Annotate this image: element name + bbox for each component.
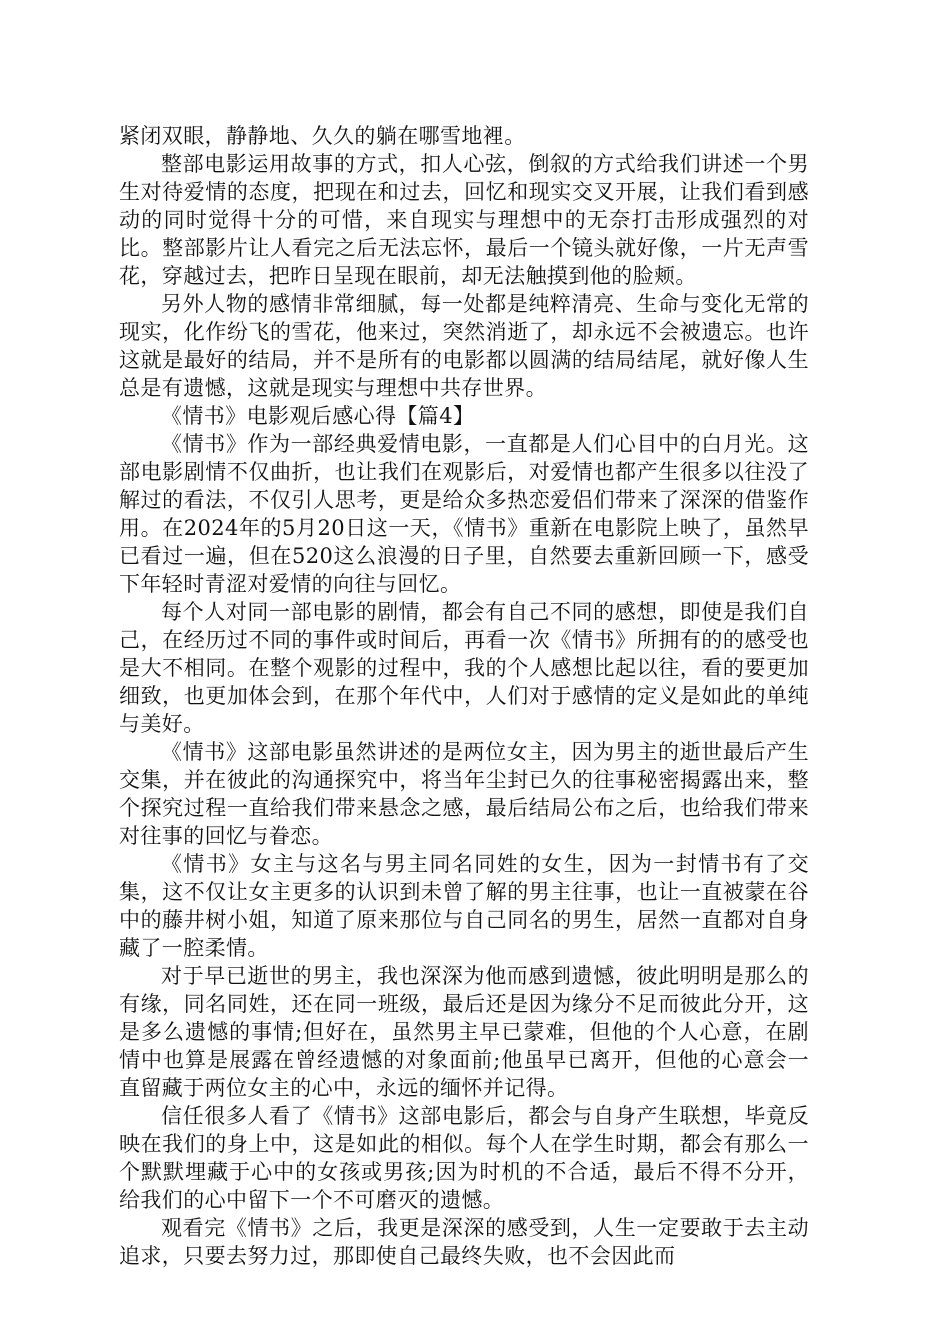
paragraph: 对于早已逝世的男主，我也深深为他而感到遗憾，彼此明明是那么的有缘，同名同姓，还在同一班级，最后还是因为缘分不足而彼此分开，这是多么遗憾的事情;但好在，虽然男主早已蒙难，但他的个人心意，在剧情中也算是展露在曾经遗憾的对象面前;他虽早已离开，但他的心意会一直留藏于两位女主的心中，永远的缅怀并记得。 bbox=[119, 964, 809, 1100]
paragraph: 每个人对同一部电影的剧情，都会有自己不同的感想，即使是我们自己，在经历过不同的事件或时间后，再看一次《情书》所拥有的的感受也是大不相同。在整个观影的过程中，我的个人感想比起以往，看的要更加细致，也更加体会到，在那个年代中，人们对于感情的定义是如此的单纯与美好。 bbox=[119, 600, 809, 736]
paragraph: 整部电影运用故事的方式，扣人心弦，倒叙的方式给我们讲述一个男生对待爱情的态度，把现在和过去，回忆和现实交叉开展，让我们看到感动的同时觉得十分的可惜，来自现实与理想中的无奈打击形成强烈的对比。整部影片让人看完之后无法忘怀，最后一个镜头就好像，一片无声雪花，穿越过去，把昨日呈现在眼前，却无法触摸到他的脸颊。 bbox=[119, 152, 809, 288]
paragraph-truncated: 观看完《情书》之后，我更是深深的感受到，人生一定要敢于去主动追求，只要去努力过，那即使自己最终失败，也不会因此而 bbox=[119, 1216, 809, 1268]
paragraph: 另外人物的感情非常细腻，每一处都是纯粹清亮、生命与变化无常的现实，化作纷飞的雪花，他来过，突然消逝了，却永远不会被遗忘。也许这就是最好的结局，并不是所有的电影都以圆满的结局结尾，就好像人生总是有遗憾，这就是现实与理想中共存世界。 bbox=[119, 292, 809, 400]
paragraph-continuation: 紧闭双眼，静静地、久久的躺在哪雪地裡。 bbox=[119, 124, 526, 148]
paragraph: 《情书》女主与这名与男主同名同姓的女生，因为一封情书有了交集，这不仅让女主更多的认识到未曾了解的男主往事，也让一直被蒙在谷中的藤井树小姐，知道了原来那位与自己同名的男生，居然一直都对自身藏了一腔柔情。 bbox=[119, 852, 809, 960]
paragraph: 《情书》作为一部经典爱情电影，一直都是人们心目中的白月光。这部电影剧情不仅曲折，也让我们在观影后，对爱情也都产生很多以往没了解过的看法，不仅引人思考，更是给众多热恋爱侣们带来了深深的借鉴作用。在2024年的5月20日这一天，《情书》重新在电影院上映了，虽然早已看过一遍，但在520这么浪漫的日子里，自然要去重新回顾一下，感受下年轻时青涩对爱情的向往与回忆。 bbox=[119, 432, 809, 596]
paragraph: 《情书》这部电影虽然讲述的是两位女主，因为男主的逝世最后产生交集，并在彼此的沟通探究中，将当年尘封已久的往事秘密揭露出来，整个探究过程一直给我们带来悬念之感，最后结局公布之后，也给我们带来对往事的回忆与眷恋。 bbox=[119, 740, 809, 848]
section-heading: 《情书》电影观后感心得【篇4】 bbox=[161, 404, 475, 428]
document-body bbox=[119, 122, 809, 1270]
paragraph: 信任很多人看了《情书》这部电影后，都会与自身产生联想，毕竟反映在我们的身上中，这是如此的相似。每个人在学生时期，都会有那么一个默默埋藏于心中的女孩或男孩;因为时机的不合适，最后不得不分开，给我们的心中留下一个不可磨灭的遗憾。 bbox=[119, 1104, 809, 1212]
